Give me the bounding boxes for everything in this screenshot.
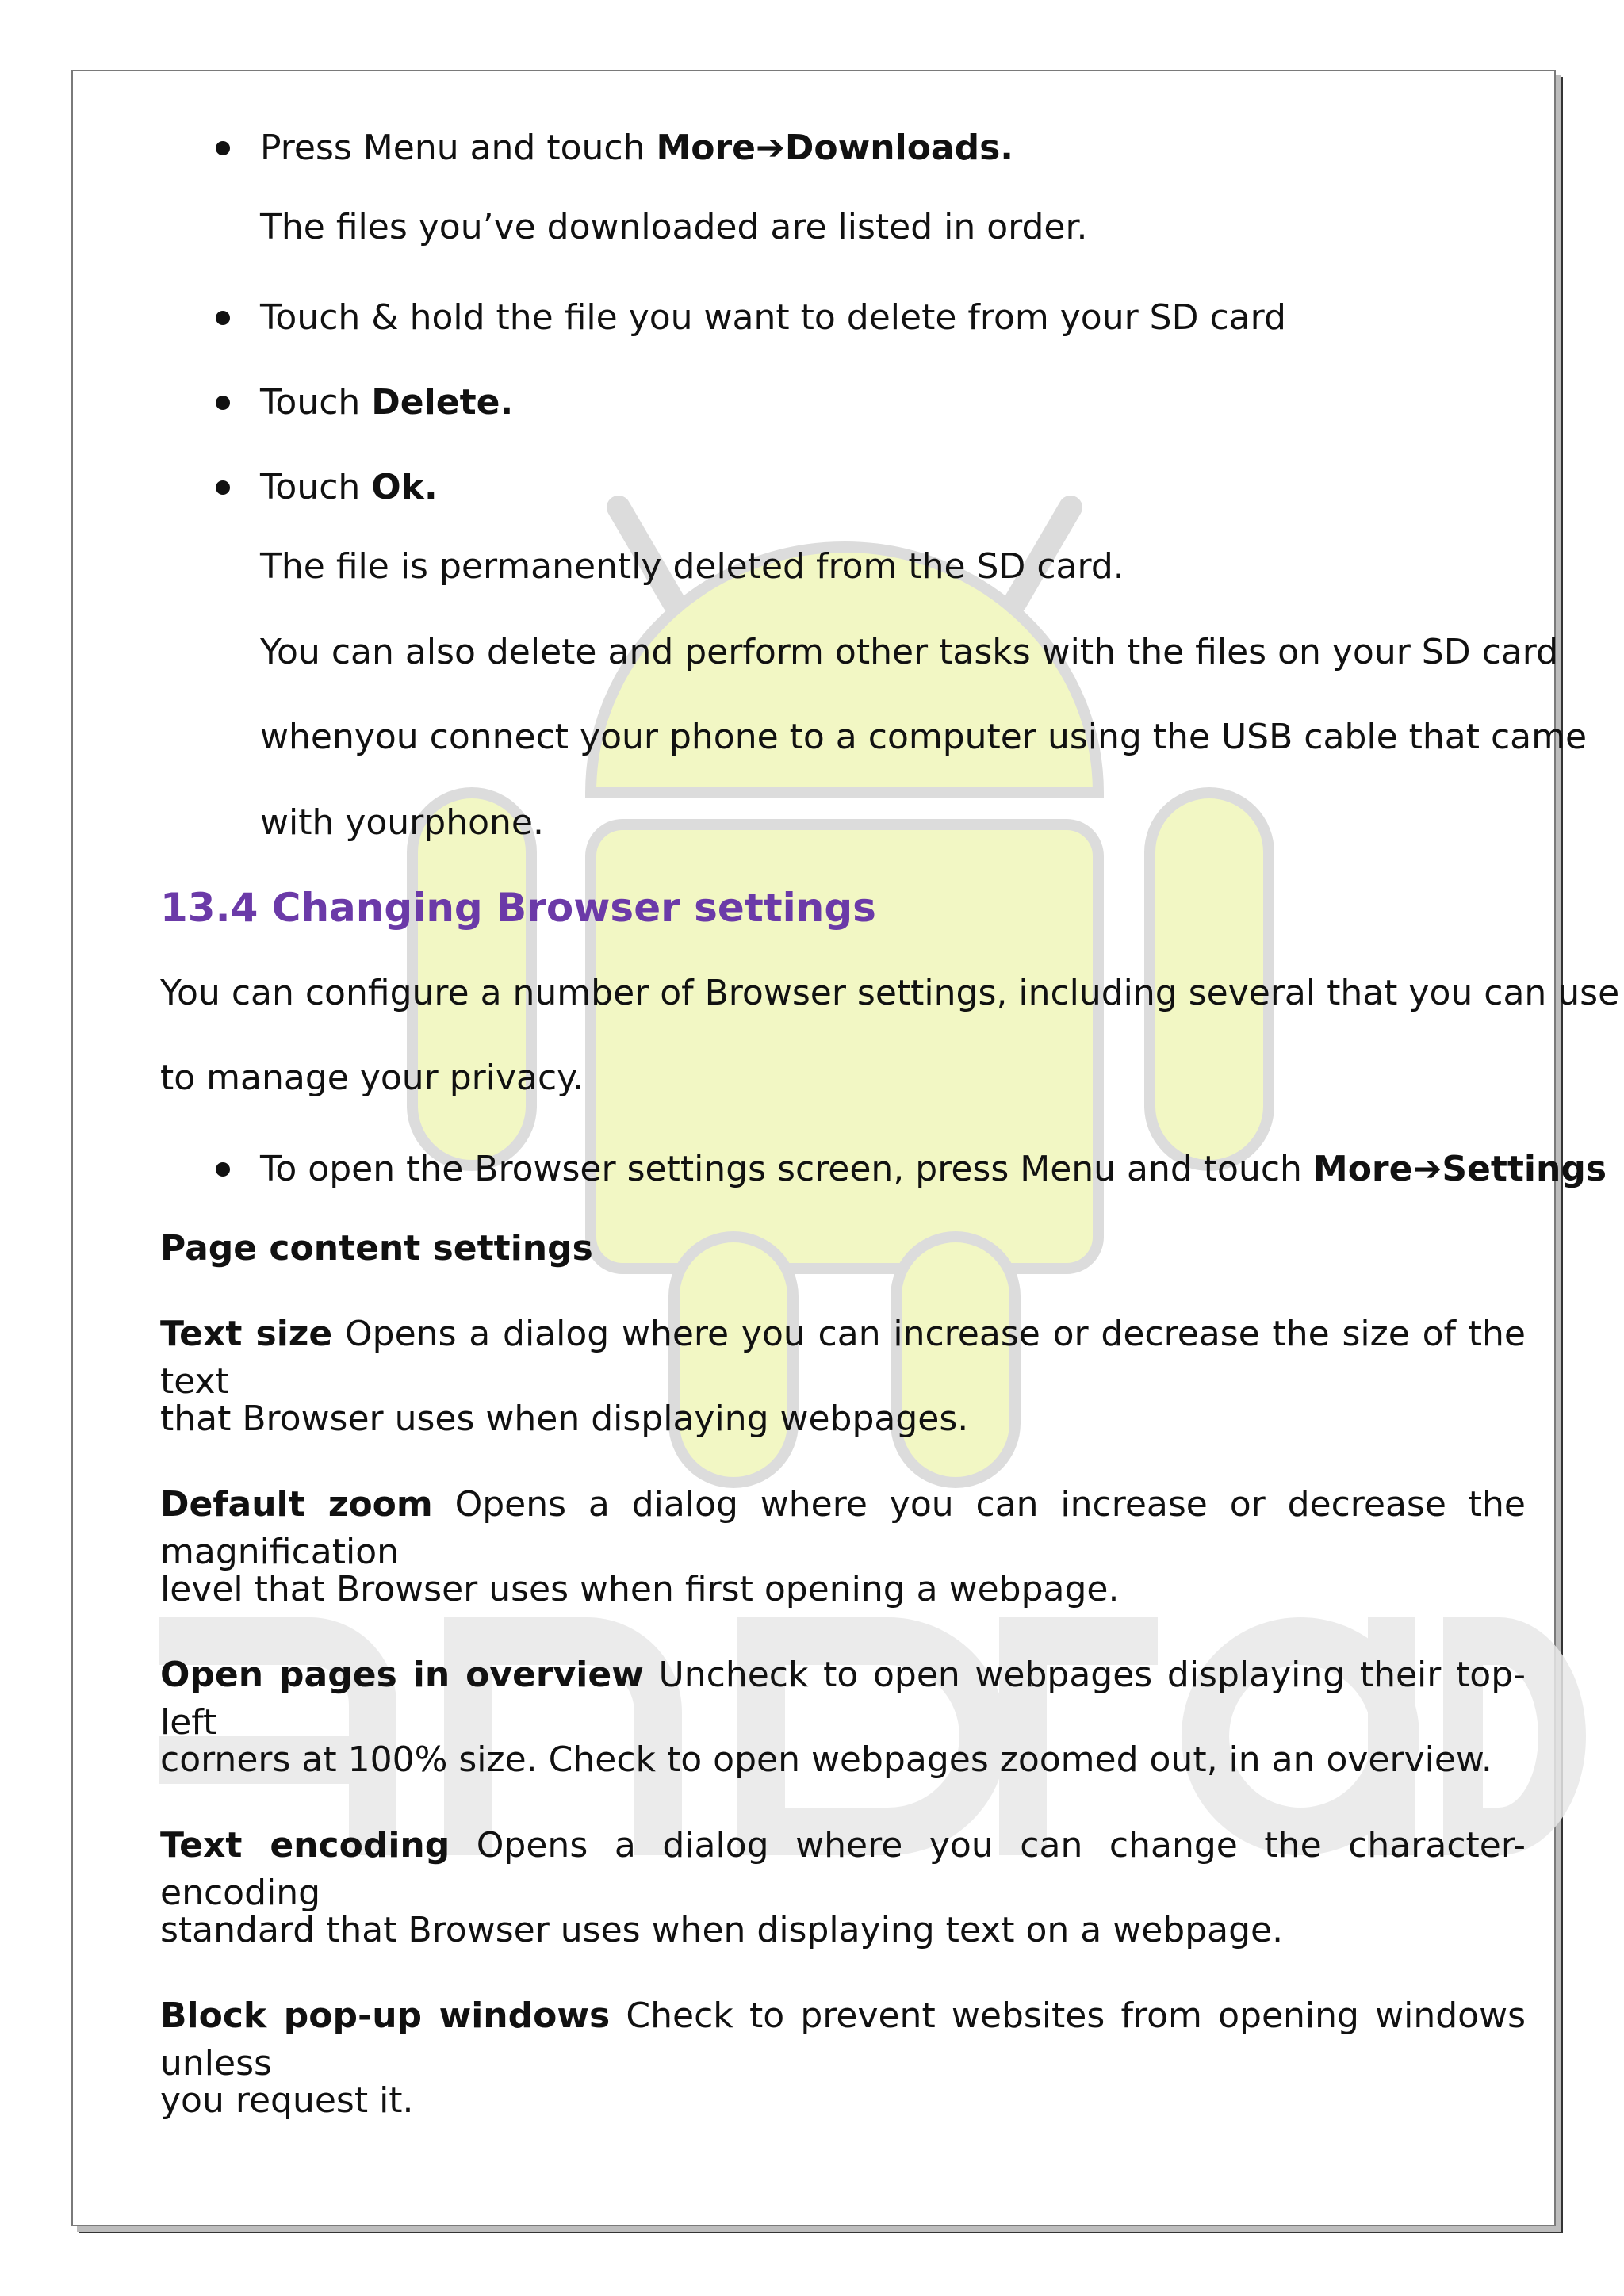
section-intro-2: to manage your privacy. [160,1058,584,1098]
bullet-dot [216,480,230,495]
bullet-dot [216,396,230,410]
delete-note-2: You can also delete and perform other tasks with the files on your SD card [260,632,1559,672]
bullet-touch-delete: Touch Delete. [260,382,514,423]
downloads-note: The files you’ve downloaded are listed in order. [260,207,1088,247]
bullet-dot [216,1162,230,1177]
bullet-dot [216,311,230,325]
setting-block-popups-line2: you request it. [160,2080,414,2121]
section-intro-1: You can configure a number of Browser settings, including several that you can use [160,973,1620,1013]
bullet-press-menu-downloads: Press Menu and touch More➔Downloads. [260,128,1014,168]
setting-open-pages-overview-line1: Open pages in overview Uncheck to open webpages displaying their top-left [160,1655,1526,1743]
setting-text-encoding-line1: Text encoding Opens a dialog where you can change the character-encoding [160,1825,1526,1913]
section-heading: 13.4 Changing Browser settings [160,885,876,931]
bullet-touch-hold-file: Touch & hold the file you want to delete from your SD card [260,297,1286,338]
bullet-touch-ok: Touch Ok. [260,467,438,507]
setting-block-popups-line1: Block pop-up windows Check to prevent websites from opening windows unless [160,1996,1526,2084]
setting-text-size-line1: Text size Opens a dialog where you can increase or decrease the size of the text [160,1314,1526,1402]
setting-text-encoding-line2: standard that Browser uses when displaying text on a webpage. [160,1910,1284,1950]
setting-text-size-line2: that Browser uses when displaying webpages. [160,1399,969,1439]
delete-note-1: The file is permanently deleted from the SD card. [260,546,1124,587]
delete-note-4: with yourphone. [260,802,544,843]
setting-open-pages-overview-line2: corners at 100% size. Check to open webpages zoomed out, in an overview. [160,1739,1492,1780]
subheading-page-content-settings: Page content settings [160,1228,593,1269]
bullet-open-settings: To open the Browser settings screen, press Menu and touch More➔Settings [260,1149,1607,1189]
setting-default-zoom-line2: level that Browser uses when first opening a webpage. [160,1569,1120,1609]
delete-note-3: whenyou connect your phone to a computer using the USB cable that came [260,717,1588,757]
setting-default-zoom-line1: Default zoom Opens a dialog where you can increase or decrease the magnification [160,1484,1526,1572]
bullet-dot [216,141,230,155]
